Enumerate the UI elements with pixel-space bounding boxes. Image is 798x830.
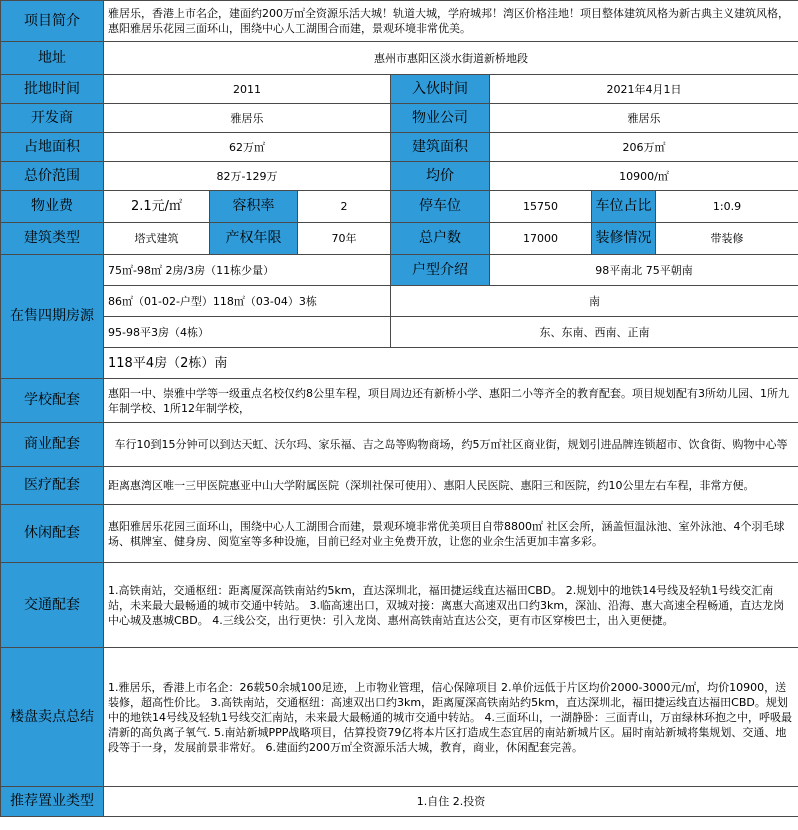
building-area-label: 建筑面积 <box>391 133 490 162</box>
medical-text: 距离惠湾区唯一三甲医院惠亚中山大学附属医院（深圳社保可使用）、惠阳人民医院、惠阳三和医院，约10公里左右车程，非常方便。 <box>104 467 798 505</box>
building-area-value: 206万㎡ <box>490 133 798 162</box>
recommend-label: 推荐置业类型 <box>1 787 104 817</box>
address-value: 惠州市惠阳区淡水街道新桥地段 <box>104 42 798 75</box>
approval-value: 2011 <box>104 75 391 104</box>
total-price-value: 82万-129万 <box>104 162 391 191</box>
plot-ratio-label: 容积率 <box>210 191 298 223</box>
intro-label: 项目简介 <box>1 1 104 42</box>
intro-text: 雅居乐，香港上市名企，建面约200万㎡全资源乐活大城！轨道大城，学府城邦！湾区价格洼地！项目整体建筑风格为新古典主义建筑风格，惠阳雅居乐花园三面环山，围绕中心人工湖围合而建，景观环境非常优美。 <box>104 1 798 42</box>
parking-ratio-label: 车位占比 <box>592 191 656 223</box>
unit-row: 75㎡-98㎡ 2房/3房（11栋少量） <box>104 255 391 286</box>
on-sale-label: 在售四期房源 <box>1 255 104 379</box>
unit-row: 86㎡（01-02-户型）118㎡（03-04）3栋 <box>104 286 391 317</box>
property-years-value: 70年 <box>298 223 391 255</box>
commerce-text: 车行10到15分钟可以到达天虹、沃尔玛、家乐福、吉之岛等购物商场，约5万㎡社区商业街，规划引进品牌连锁超市、饮食街、购物中心等 <box>104 423 798 467</box>
traffic-label: 交通配套 <box>1 563 104 648</box>
land-area-value: 62万㎡ <box>104 133 391 162</box>
property-company-label: 物业公司 <box>391 104 490 133</box>
move-in-value: 2021年4月1日 <box>490 75 798 104</box>
orientation-value: 98平南北 75平朝南 <box>490 255 798 286</box>
move-in-label: 入伙时间 <box>391 75 490 104</box>
address-label: 地址 <box>1 42 104 75</box>
developer-label: 开发商 <box>1 104 104 133</box>
building-type-label: 建筑类型 <box>1 223 104 255</box>
school-label: 学校配套 <box>1 379 104 423</box>
parking-ratio-value: 1:0.9 <box>656 191 798 223</box>
property-fee-label: 物业费 <box>1 191 104 223</box>
parking-value: 15750 <box>490 191 592 223</box>
developer-value: 雅居乐 <box>104 104 391 133</box>
traffic-text: 1.高铁南站，交通枢纽：距离厦深高铁南站约5km，直达深圳北，福田捷运线直达福田CBD。 2.规划中的地铁14号线及轻轨1号线交汇南站，未来最大最畅通的城市交通中转站。 3.临高速出口，双城对接：离惠大高速双出口约3km，深汕、沿海、惠大高速全程畅通，直达龙岗中心城及惠城CBD。 4.三线公交，出行更快：引入龙岗、惠州高铁南站直达公交，更有市区穿梭巴士，出入更便捷。 <box>104 563 798 648</box>
avg-price-label: 均价 <box>391 162 490 191</box>
selling-points-label: 楼盘卖点总结 <box>1 648 104 787</box>
commerce-label: 商业配套 <box>1 423 104 467</box>
unit-row: 118平4房（2栋）南 <box>104 348 798 379</box>
leisure-text: 惠阳雅居乐花园三面环山，围绕中心人工湖围合而建，景观环境非常优美项目自带8800㎡ 社区会所，涵盖恒温泳池、室外泳池、4个羽毛球场、棋牌室、健身房、阅览室等多种设施，目前已经对业主免费开放，让您的业余生活更加丰富多彩。 <box>104 505 798 563</box>
orientation-value: 南 <box>391 286 798 317</box>
selling-points-text: 1.雅居乐，香港上市名企：26载50余城100足迹，上市物业管理，信心保障项目 2.单价远低于片区均价2000-3000元/㎡，均价10900，送装修，超高性价比。 3.高铁南站，交通枢纽：高速双出口约3km，距离厦深高铁南站约5km，直达深圳北，福田捷运线直达福田CBD。规划中的地铁14号线及轻轨1号线交汇南站，未来最大最畅通的城市交通中转站。 4.三面环山，一湖静卧：三面青山，万亩绿林环抱之中，呼吸最清新的高负离子氧气. 5.南站新城PPP战略项目，估算投资79亿将本片区打造成生态宜居的南站新城片区。届时南站新城将集规划、交通、地段等于一身，发展前景非常好。 6.建面约200万㎡全资源乐活大城，教育，商业，休闲配套完善。 <box>104 648 798 787</box>
building-type-value: 塔式建筑 <box>104 223 210 255</box>
unit-row: 95-98平3房（4栋） <box>104 317 391 348</box>
recommend-value: 1.自住 2.投资 <box>104 787 798 817</box>
property-fee-value: 2.1元/㎡ <box>104 191 210 223</box>
households-label: 总户数 <box>391 223 490 255</box>
decoration-label: 装修情况 <box>592 223 656 255</box>
decoration-value: 带装修 <box>656 223 798 255</box>
medical-label: 医疗配套 <box>1 467 104 505</box>
property-company-value: 雅居乐 <box>490 104 798 133</box>
total-price-label: 总价范围 <box>1 162 104 191</box>
approval-label: 批地时间 <box>1 75 104 104</box>
parking-label: 停车位 <box>391 191 490 223</box>
land-area-label: 占地面积 <box>1 133 104 162</box>
avg-price-value: 10900/㎡ <box>490 162 798 191</box>
layout-label: 户型介绍 <box>391 255 490 286</box>
property-years-label: 产权年限 <box>210 223 298 255</box>
plot-ratio-value: 2 <box>298 191 391 223</box>
households-value: 17000 <box>490 223 592 255</box>
orientation-value: 东、东南、西南、正南 <box>391 317 798 348</box>
leisure-label: 休闲配套 <box>1 505 104 563</box>
school-text: 惠阳一中、崇雅中学等一级重点名校仅约8公里车程，项目周边还有新桥小学、惠阳二小等齐全的教育配套。项目规划配有3所幼儿园、1所九年制学校、1所12年制学校， <box>104 379 798 423</box>
